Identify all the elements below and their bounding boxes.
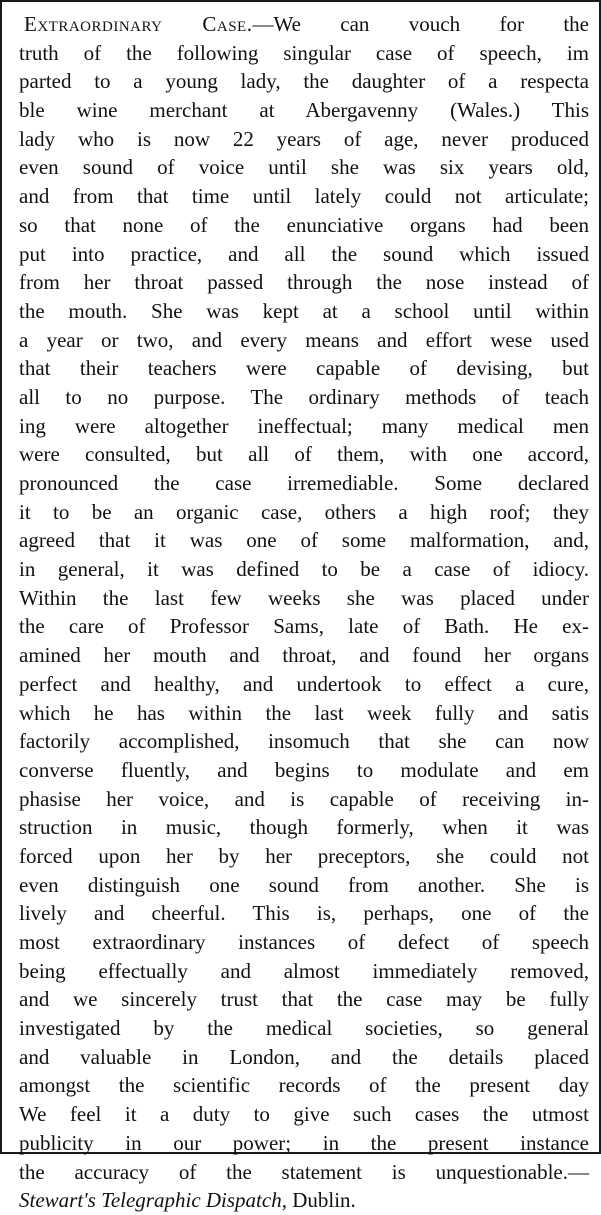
article-line: parted to a young lady, the daughter of a respecta [19,69,589,94]
article-line: a year or two, and every means and effort wese used [19,327,589,352]
article-line: We feel it a duty to give such cases the utmost [19,1102,589,1127]
article-line-1 [19,10,589,39]
article-line: even distinguish one sound from another. She is [19,872,589,897]
article-line: amined her mouth and throat, and found her organs [19,643,589,668]
article-body [19,10,589,1215]
article-line: were consulted, but all of them, with one accord, [19,442,589,467]
article-line-1-text: —We can vouch for the [252,12,589,36]
article-line: struction in music, though formerly, when it was [19,815,589,840]
article-source-suffix: , Dublin. [281,1188,356,1213]
article-line: phasise her voice, and is capable of receiving in- [19,786,589,811]
article-line: it to be an organic case, others a high roof; they [19,499,589,524]
article-line: the accuracy of the statement is unquestionable.— [19,1159,589,1184]
article-line: and we sincerely trust that the case may be fully [19,987,589,1012]
article-line: from her throat passed through the nose instead of [19,270,589,295]
article-line: and valuable in London, and the details placed [19,1044,589,1069]
article-line: which he has within the last week fully and satis [19,700,589,725]
article-line: converse fluently, and begins to modulate and em [19,757,589,782]
article-line: Within the last few weeks she was placed under [19,585,589,610]
article-line: pronounced the case irremediable. Some declared [19,471,589,495]
article-line: truth of the following singular case of speech, im [19,40,589,65]
article-line: put into practice, and all the sound which issued [19,241,589,266]
article-line: even sound of voice until she was six years old, [19,155,589,180]
article-line: publicity in our power; in the present instance [19,1130,589,1155]
article-line: ing were altogether ineffectual; many medical men [19,413,589,438]
article-line: perfect and healthy, and undertook to effect a cure, [19,671,589,696]
article-line: amongst the scientific records of the present day [19,1073,589,1098]
article-line: the mouth. She was kept at a school until within [19,298,589,323]
article-line: so that none of the enunciative organs had been [19,212,589,237]
article-line: all to no purpose. The ordinary methods of teach [19,384,589,409]
article-line: investigated by the medical societies, so general [19,1016,589,1041]
article-line: lively and cheerful. This is, perhaps, one of the [19,901,589,926]
article-line: most extraordinary instances of defect of speech [19,930,589,954]
article-line: being effectually and almost immediately removed, [19,958,589,983]
article-line: and from that time until lately could not articulate; [19,184,589,209]
article-source: Stewart's Telegraphic Dispatch [19,1188,282,1213]
article-line: that their teachers were capable of devising, but [19,356,589,381]
article-line: agreed that it was one of some malformation, and, [19,528,589,553]
article-line: forced upon her by her preceptors, she could not [19,843,589,868]
article-line: ble wine merchant at Abergavenny (Wales.) This [19,98,589,123]
article-line: in general, it was defined to be a case of idiocy. [19,557,589,582]
article-line: lady who is now 22 years of age, never produced [19,126,589,151]
article-line: the care of Professor Sams, late of Bath. He ex- [19,614,589,639]
article-heading: Extraordinary Case. [24,12,253,36]
article-line: factorily accomplished, insomuch that she can now [19,729,589,754]
article-source-line [19,1186,589,1215]
